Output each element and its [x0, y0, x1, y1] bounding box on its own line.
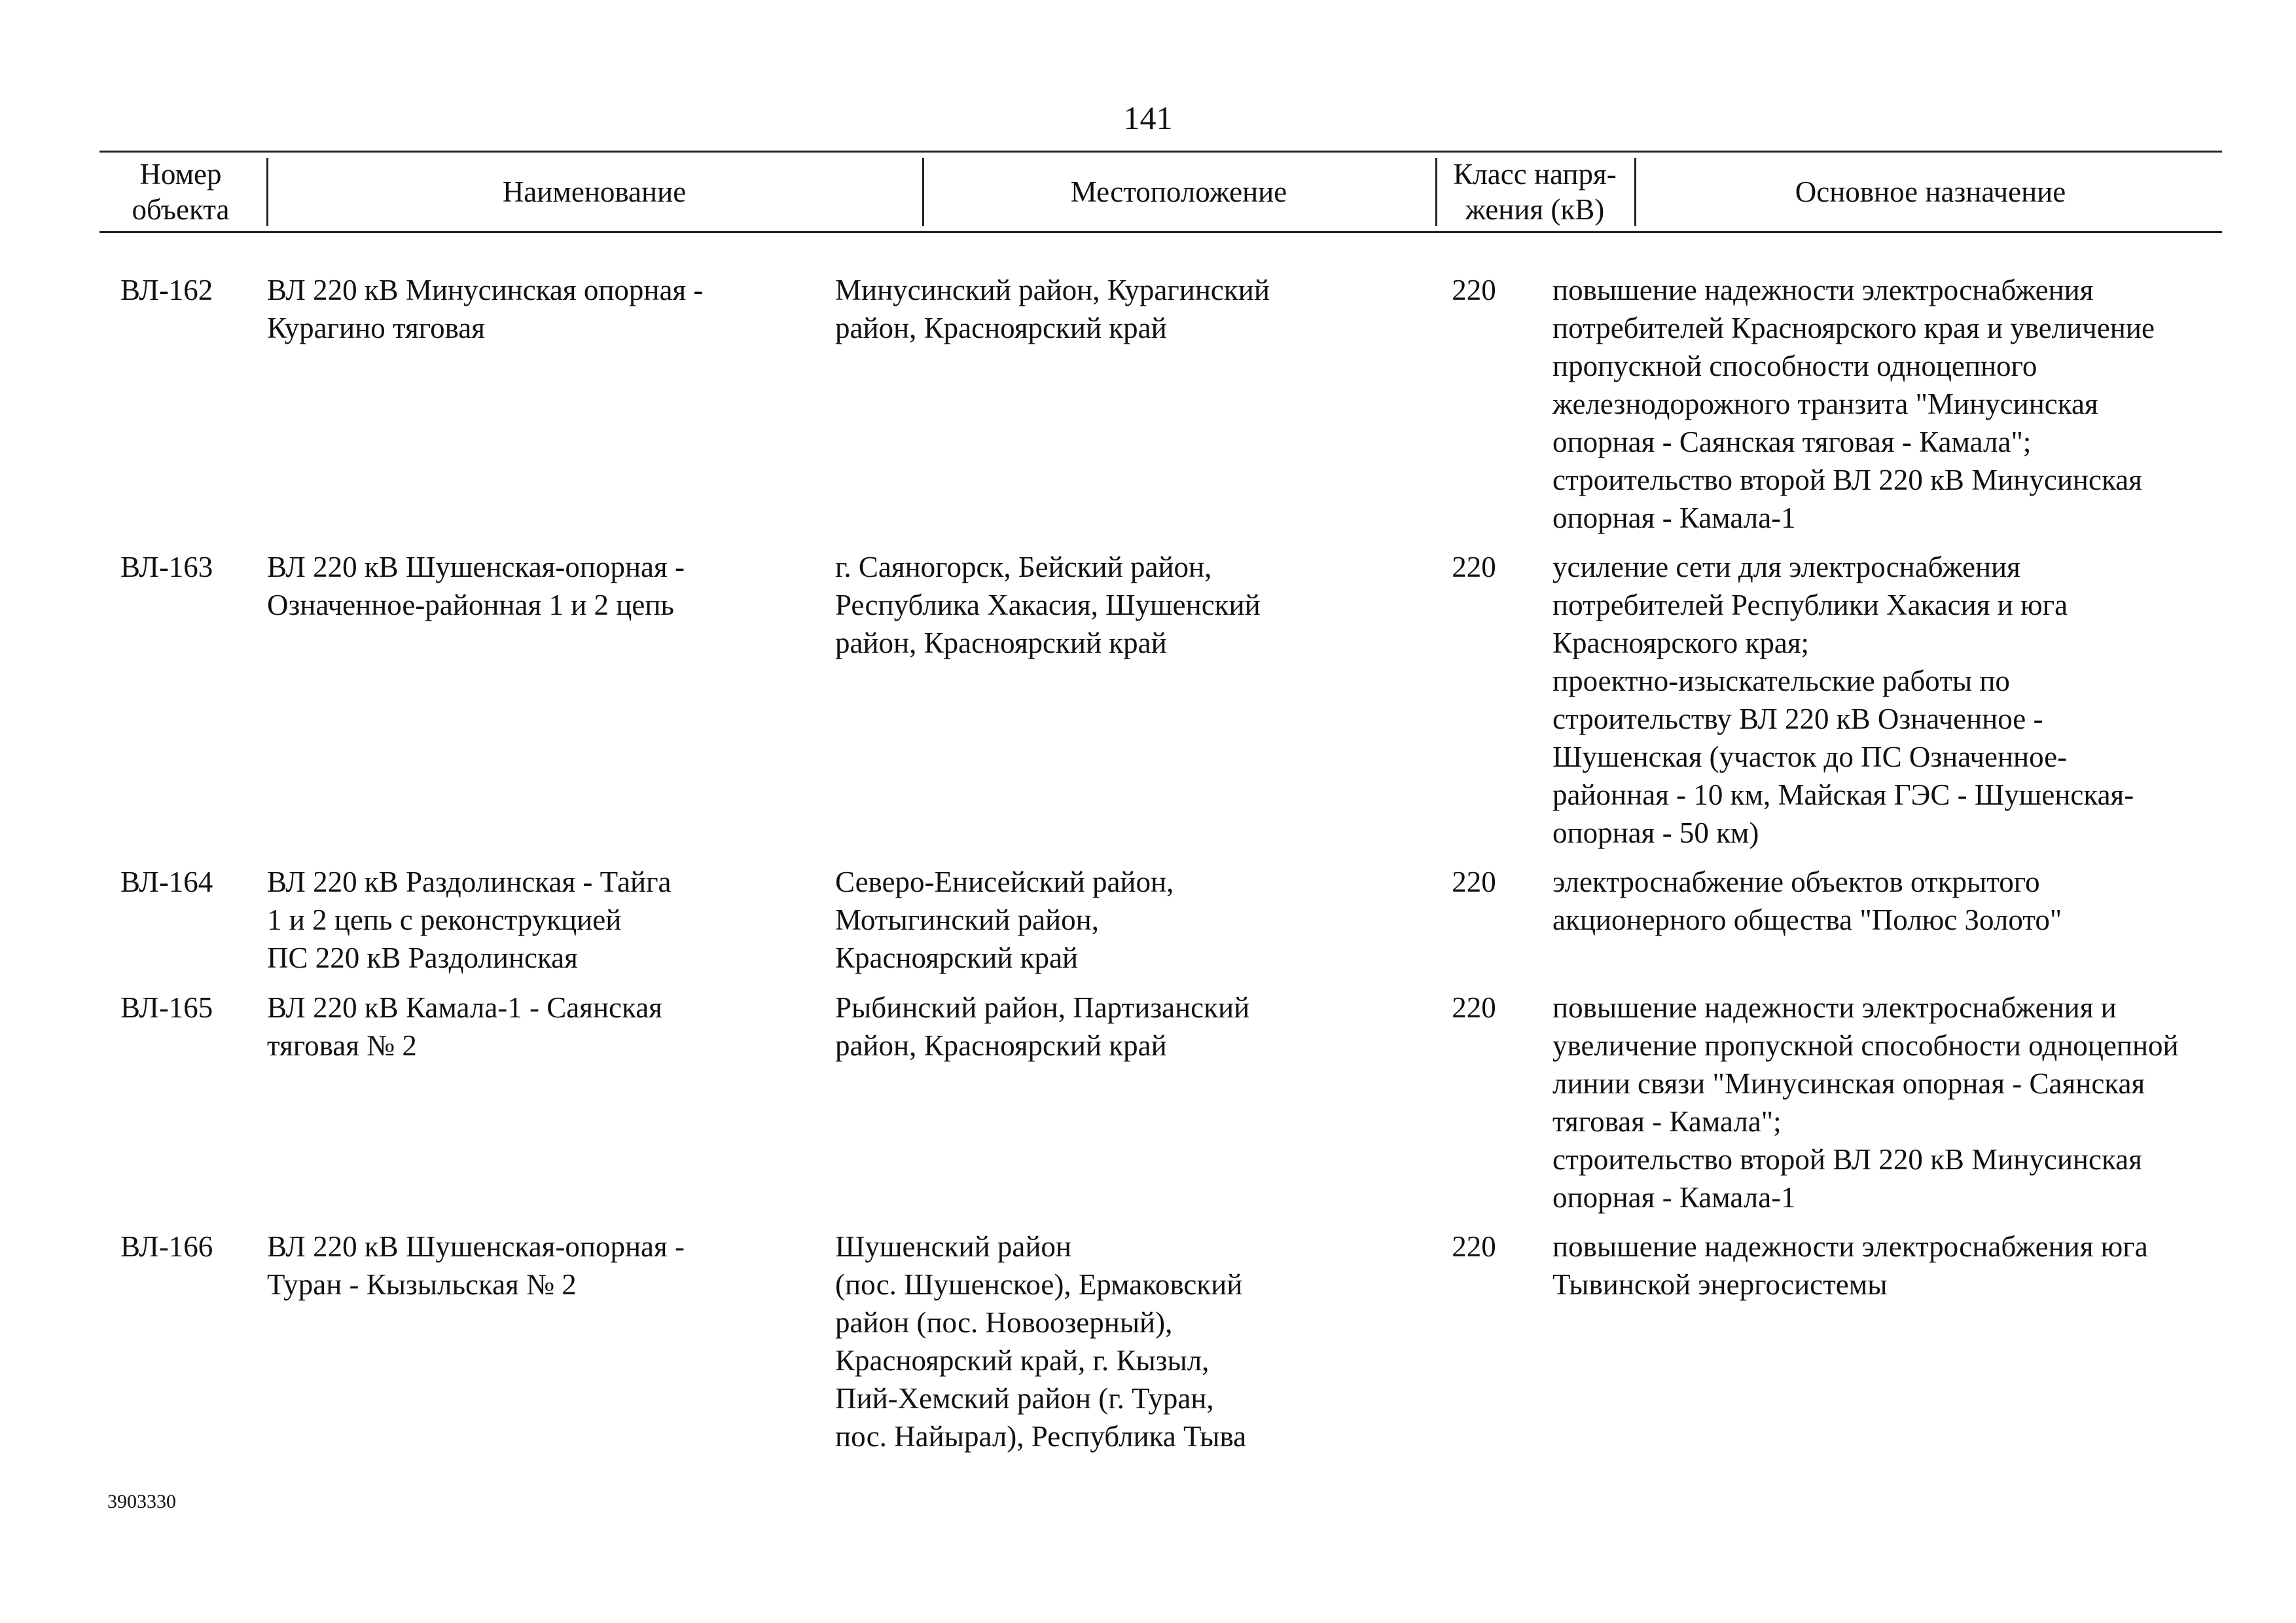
page-number: 141 — [1123, 100, 1173, 136]
cell-voltage: 220 — [1452, 991, 1496, 1024]
table-row — [99, 863, 2222, 989]
cell-number: ВЛ-162 — [120, 274, 213, 306]
header-name: Наименование — [502, 175, 687, 208]
cell-location: Северо-Енисейский район, Мотыгинский район, Красноярский край — [835, 866, 1174, 974]
objects-table — [99, 151, 2222, 1463]
cell-location: г. Саяногорск, Бейский район, Республика Хакасия, Шушенский район, Красноярский край — [835, 551, 1261, 659]
cell-purpose: электроснабжение объектов открытого акционерного общества "Полюс Золото" — [1552, 866, 2062, 936]
header-voltage: Класс напря- жения (кВ) — [1453, 158, 1617, 226]
cell-purpose: повышение надежности электроснабжения юга Тывинской энергосистемы — [1552, 1230, 2148, 1301]
table-header — [99, 151, 2222, 233]
header-divider — [1435, 158, 1437, 226]
cell-number: ВЛ-164 — [120, 866, 213, 898]
cell-name: ВЛ 220 кВ Шушенская-опорная - Означенное-районная 1 и 2 цепь — [267, 551, 685, 621]
header-divider — [922, 158, 924, 226]
header-purpose: Основное назначение — [1795, 175, 2066, 208]
cell-location: Минусинский район, Курагинский район, Красноярский край — [835, 274, 1270, 344]
header-location: Местоположение — [1070, 175, 1287, 208]
header-divider — [1634, 158, 1636, 226]
header-divider — [266, 158, 268, 226]
cell-name: ВЛ 220 кВ Минусинская опорная - Курагино тяговая — [267, 274, 704, 344]
table-row — [99, 989, 2222, 1228]
table-row — [99, 548, 2222, 863]
cell-purpose: повышение надежности электроснабжения потребителей Красноярского края и увеличение пропускной способности одноцепного железнодорожного транзита "Минусинская опорная - Саянская тяговая - Камала"; строительство второй ВЛ 220 кВ Минусинская опорная - Камала-1 — [1552, 274, 2155, 534]
cell-number: ВЛ-165 — [120, 991, 213, 1024]
cell-purpose: повышение надежности электроснабжения и увеличение пропускной способности одноцепной линии связи "Минусинская опорная - Саянская тяговая - Камала"; строительство второй ВЛ 220 кВ Минусинская опорная - Камала-1 — [1552, 991, 2179, 1214]
cell-location: Рыбинский район, Партизанский район, Красноярский край — [835, 991, 1250, 1062]
table-body — [99, 271, 2222, 1463]
cell-location: Шушенский район (пос. Шушенское), Ермаковский район (пос. Новоозерный), Красноярский край, г. Кызыл, Пий-Хемский район (г. Туран, пос. Найырал), Республика Тыва — [835, 1230, 1247, 1453]
cell-voltage: 220 — [1452, 551, 1496, 583]
table-row — [99, 271, 2222, 548]
header-number: Номер объекта — [132, 158, 230, 226]
cell-name: ВЛ 220 кВ Камала-1 - Саянская тяговая № 2 — [267, 991, 662, 1062]
cell-name: ВЛ 220 кВ Шушенская-опорная - Туран - Кызыльская № 2 — [267, 1230, 685, 1301]
cell-number: ВЛ-163 — [120, 551, 213, 583]
cell-voltage: 220 — [1452, 274, 1496, 306]
cell-purpose: усиление сети для электроснабжения потребителей Республики Хакасия и юга Красноярского края; проектно-изыскательские работы по строительству ВЛ 220 кВ Означенное - Шушенская (участок до ПС Означенное- районная - 10 км, Майская ГЭС - Шушенская- опорная - 50 км) — [1552, 551, 2134, 849]
table-row — [99, 1228, 2222, 1463]
cell-voltage: 220 — [1452, 1230, 1496, 1263]
cell-number: ВЛ-166 — [120, 1230, 213, 1263]
cell-voltage: 220 — [1452, 866, 1496, 898]
document-code: 3903330 — [107, 1491, 176, 1512]
cell-name: ВЛ 220 кВ Раздолинская - Тайга 1 и 2 цепь с реконструкцией ПС 220 кВ Раздолинская — [267, 866, 672, 974]
